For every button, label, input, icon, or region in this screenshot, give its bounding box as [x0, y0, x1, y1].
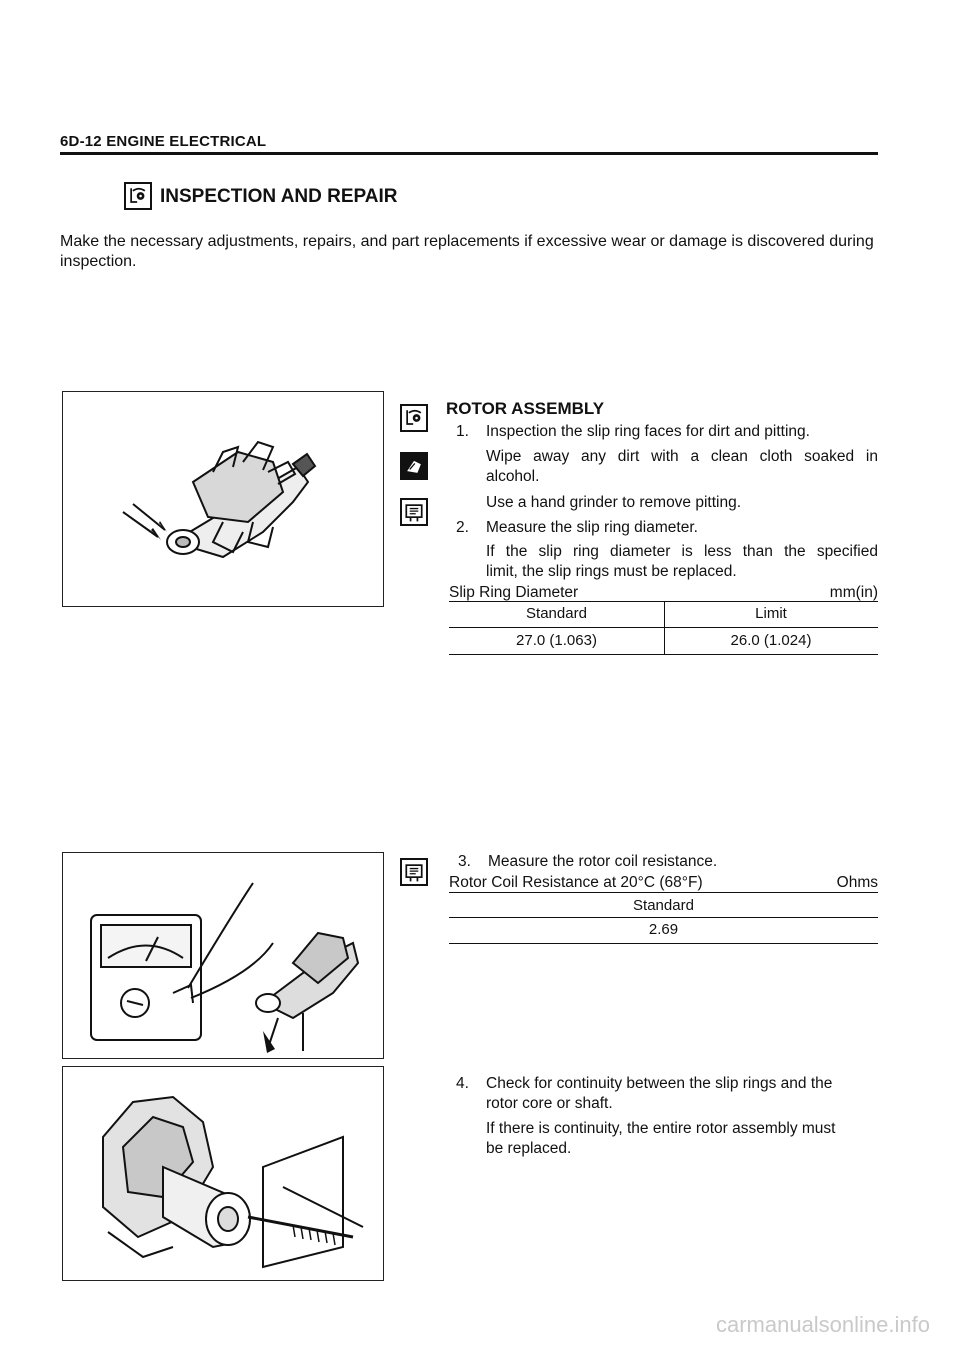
- site-watermark: carmanualsonline.info: [715, 1312, 930, 1337]
- replace-instruction-cont: be replaced.: [486, 1140, 572, 1157]
- coil-unit: Ohms: [836, 874, 878, 891]
- step-text: Measure the rotor coil resistance.: [488, 853, 718, 870]
- clean-instruction-cont: alcohol.: [486, 468, 540, 485]
- rotor-title: ROTOR ASSEMBLY: [446, 399, 605, 418]
- limit-instruction-cont: limit, the slip rings must be replaced.: [486, 563, 737, 580]
- clean-icon: [400, 452, 428, 480]
- step-3: [458, 852, 888, 872]
- header-rule: [60, 152, 878, 155]
- slip-ring-unit: mm(in): [829, 584, 878, 601]
- limit-instruction: If the slip ring diameter is less than the specified: [486, 543, 878, 560]
- value-standard: 27.0 (1.063): [516, 632, 597, 649]
- step-4: [456, 1074, 886, 1094]
- slip-ring-caption: Slip Ring Diameter: [449, 584, 579, 601]
- step-number: 1.: [456, 423, 469, 440]
- coil-caption: Rotor Coil Resistance at 20°C (68°F): [449, 874, 703, 891]
- rotor-figure: [62, 391, 384, 607]
- inspect-icon: [124, 182, 152, 210]
- step-number: 2.: [456, 519, 469, 536]
- step-text: Check for continuity between the slip rings and the: [486, 1075, 833, 1092]
- header-standard: Standard: [526, 605, 587, 622]
- inspect-icon: [400, 404, 428, 432]
- table-rule: [449, 943, 878, 944]
- header-limit: Limit: [755, 605, 787, 622]
- measure-icon: [400, 858, 428, 886]
- page-header: 6D-12 ENGINE ELECTRICAL: [60, 133, 267, 150]
- value-limit: 26.0 (1.024): [730, 632, 812, 649]
- step-number: 3.: [458, 853, 471, 870]
- intro-text: Make the necessary adjustments, repairs, and part replacements if excessive wear or damage is discovered during inspection.: [60, 233, 874, 270]
- grinder-instruction: Use a hand grinder to remove pitting.: [486, 494, 742, 511]
- table-rule: [449, 654, 878, 655]
- value-standard: 2.69: [648, 921, 679, 938]
- replace-instruction: If there is continuity, the entire rotor assembly must: [486, 1120, 836, 1137]
- table-rule: [449, 917, 878, 918]
- step-2: [456, 518, 886, 538]
- ohmmeter-figure: [62, 852, 384, 1059]
- step-1: [456, 422, 886, 442]
- continuity-figure: [62, 1066, 384, 1281]
- table-rule: [449, 892, 878, 893]
- step-text: Inspection the slip ring faces for dirt and pitting.: [486, 423, 810, 440]
- clean-instruction: Wipe away any dirt with a clean cloth soaked in: [486, 448, 878, 465]
- section-title: INSPECTION AND REPAIR: [160, 186, 398, 207]
- step-number: 4.: [456, 1075, 469, 1092]
- step-text: Measure the slip ring diameter.: [486, 519, 698, 536]
- continuity-cont: rotor core or shaft.: [486, 1095, 613, 1112]
- header-standard: Standard: [633, 897, 694, 914]
- table-divider: [664, 601, 665, 654]
- measure-icon: [400, 498, 428, 526]
